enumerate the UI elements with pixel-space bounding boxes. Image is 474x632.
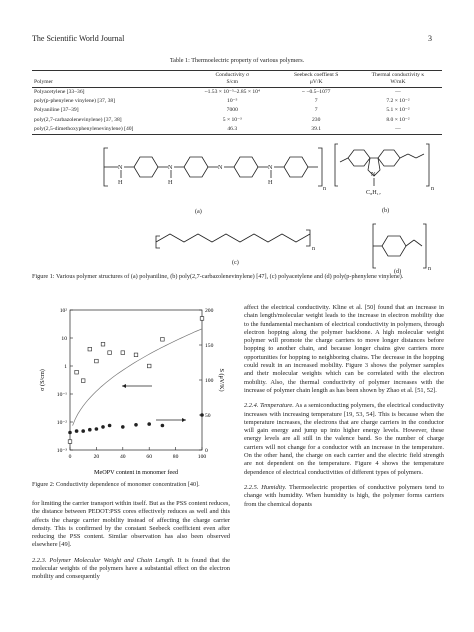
- atom-n: N: [268, 164, 273, 171]
- y2-axis-label: S (μV/K): [218, 368, 225, 392]
- y-tick-label: 10⁻¹: [56, 392, 67, 398]
- x-tick-label: 40: [120, 454, 126, 460]
- x-tick-label: 20: [93, 454, 100, 460]
- conductivity-point: [161, 337, 165, 341]
- conductivity-point: [108, 351, 112, 355]
- section-heading: 2.2.5. Humidity.: [244, 483, 287, 491]
- right-column: [244, 304, 444, 509]
- table-row: Polyaniline [37–39] 7000 7 5.1 × 10⁻²: [34, 107, 410, 114]
- col-conductivity: Conductivity σ S/cm: [186, 71, 279, 88]
- y2-tick-label: 150: [205, 343, 214, 349]
- atom-n: N: [118, 164, 123, 171]
- y-tick-label: 1: [64, 364, 67, 370]
- figure1-caption: Figure 1: Various polymer structures of (a) polyaniline, (b) poly(2,7-carbazolenevinylene) [47], (c) polyacetylene and (d) poly(p-phenylene vinylene).: [32, 273, 404, 280]
- seebeck-point: [88, 428, 92, 432]
- section-heading: 2.2.4. Temperature.: [244, 402, 294, 410]
- y-tick-label: 10⁻³: [56, 448, 67, 454]
- conductivity-point: [200, 317, 204, 321]
- table-row: poly(p-phenylene vinylene) [37, 38] 10⁻⁵ 7 7.2 × 10⁻²: [34, 98, 410, 105]
- y-tick-label: 10²: [59, 308, 67, 314]
- col-polymer: Polymer: [32, 71, 186, 88]
- y-tick-label: 10⁻²: [56, 420, 67, 426]
- seebeck-point: [101, 425, 105, 429]
- conductivity-point: [121, 351, 125, 355]
- conductivity-point: [101, 342, 105, 346]
- x-tick-label: 100: [197, 454, 207, 460]
- conductivity-point: [147, 364, 151, 368]
- repeat-n: n: [431, 185, 435, 192]
- label-d: (d): [394, 268, 402, 275]
- paragraph: affect the electrical conductivity. Kline et al. [50] found that an increase in chain length/molecular weight leads to the increase in electron mobility due to the fundamental mechanism of electrical conductivity in polymers, through electron hopping along the polymer backbone. A high molecular weight polymer will promote the charge carriers to move longer distances before hopping to another chain, and because longer chains give carriers more opportunities for hopping to neighboring chains. The decrease in the hopping could result in an increased mobility. Figure 3 shows the polymer samples and their molecular weights which can be correlated with the electron mobility. Also, the thermal conductivity of polymer increases with the increase of polymer chain length as has been shown by Zhao et al. [51, 52].: [244, 304, 444, 394]
- x-axis-label: MeOPV content in monomer feed: [93, 469, 179, 476]
- y2-tick-label: 100: [205, 378, 214, 384]
- atom-h: H: [168, 179, 173, 186]
- seebeck-point: [108, 424, 112, 428]
- seebeck-point: [134, 423, 138, 427]
- repeat-n: n: [428, 265, 432, 272]
- repeat-n: n: [323, 185, 327, 192]
- seebeck-point: [121, 425, 125, 429]
- fit-line: [73, 329, 202, 426]
- alkyl-chain: C₈H₁₇: [366, 189, 382, 196]
- conductivity-point: [81, 379, 85, 383]
- figure1-structures: [90, 140, 470, 275]
- figure2-caption: Figure 2: Conductivity dependence of monomer concentration [40].: [32, 481, 200, 488]
- thermoelectric-table: [32, 70, 442, 135]
- seebeck-point: [68, 431, 72, 435]
- paragraph: 2.2.5. Humidity. Thermoelectric properties of conductive polymers tend to change with humidity. When humidity is high, the polymer forms carriers from the chemical dopants: [244, 483, 444, 508]
- right-arrowhead: [182, 418, 186, 422]
- label-b: (b): [382, 207, 390, 214]
- seebeck-point: [75, 429, 79, 433]
- fit-curve: [73, 329, 202, 426]
- table-row: Polyacetylene [33–36] ~1.53 × 10⁻⁵–2.85 × 10⁴ ~ −0.5–1077 —: [34, 89, 401, 95]
- label-c: (c): [232, 259, 239, 266]
- y2-tick-label: 0: [205, 448, 208, 454]
- atom-n: N: [168, 164, 173, 171]
- seebeck-point: [81, 429, 85, 433]
- atom-n: N: [371, 171, 376, 178]
- left-column: [32, 500, 230, 582]
- table-caption: Table 1: Thermoelectric property of various polymers.: [169, 57, 305, 64]
- seebeck-point: [95, 427, 99, 431]
- paragraph: 2.2.3. Polymer Molecular Weight and Chain Length. It is found that the molecular weights of the polymers have a substantial effect on the electron mobility and consequently: [32, 556, 230, 581]
- page-number: 3: [428, 34, 432, 43]
- table-row: poly(2,5-dimethoxyphenylenevinylene) [40] 46.3 39.1 —: [32, 125, 442, 135]
- section-heading: 2.2.3. Polymer Molecular Weight and Chain Length.: [32, 556, 175, 564]
- x-tick-label: 0: [68, 454, 72, 460]
- repeat-n: n: [312, 245, 316, 252]
- table-row: poly(2,7-carbazolenevinylene) [37, 38] 5 × 10⁻³ 230 8.0 × 10⁻²: [34, 116, 410, 123]
- col-thermal: Thermal conductivity κ W/mK: [354, 71, 442, 88]
- seebeck-point: [200, 413, 204, 417]
- label-a: (a): [195, 208, 202, 215]
- conductivity-point: [68, 440, 72, 444]
- conductivity-chart: [36, 302, 226, 480]
- x-tick-label: 80: [172, 454, 179, 460]
- conductivity-point: [95, 359, 99, 363]
- y-tick-label: 10: [61, 336, 67, 342]
- paragraph: 2.2.4. Temperature. As a semiconducting polymers, the electrical conductivity increases with increasing temperature [19, 53, 54]. This is because when the temperature increases, the electrons that are charge carriers in the conductor will gain energy and jump up into higher energy levels. However, these energy levels are all still in the valence band. So the number of charge carriers will not change for a conductor with an increase in the temperature. On the other hand, the charge on each carrier and the electric field strength are not dependent on the temperature. Figure 4 shows the temperature dependence of electrical conductivities of different types of polymers.: [244, 402, 444, 476]
- conductivity-point: [88, 347, 92, 351]
- atom-n: N: [218, 164, 223, 171]
- x-tick-label: 60: [146, 454, 152, 460]
- conductivity-point: [75, 370, 79, 374]
- atom-h: H: [268, 179, 273, 186]
- seebeck-point: [147, 422, 151, 426]
- left-arrowhead: [122, 384, 126, 388]
- y2-tick-label: 200: [205, 308, 214, 314]
- conductivity-point: [134, 353, 138, 357]
- y2-tick-label: 50: [205, 413, 211, 419]
- seebeck-point: [161, 424, 165, 428]
- y-axis-label: σ (S/cm): [39, 369, 46, 391]
- journal-title: The Scientific World Journal: [32, 34, 125, 43]
- table-header-row: [32, 71, 442, 88]
- page-header: [32, 34, 432, 43]
- atom-h: H: [118, 179, 123, 186]
- paragraph: for limiting the carrier transport within itself. But as the PSS content reduces, the distance between PEDOT:PSS cores effectively reduces as well and this affects the charge carrier mobility instead of affecting the charge carrier density. This is confirmed by the constant Seebeck coefficient even after reducing the PSS content. Similar observation has also been observed elsewhere [49].: [32, 500, 230, 549]
- col-seebeck: Seebeck coeffient S μV/K: [279, 71, 354, 88]
